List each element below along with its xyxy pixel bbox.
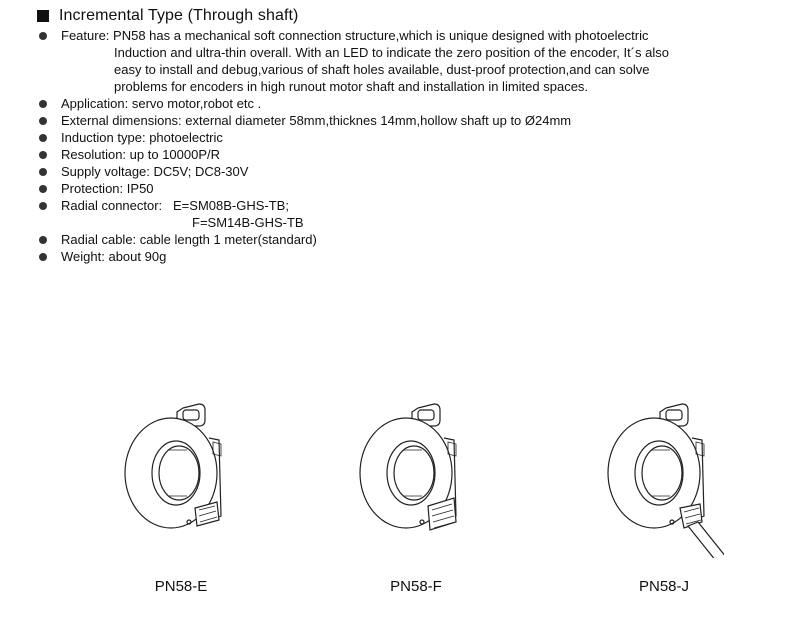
bullet-icon <box>39 100 47 108</box>
spec-list <box>37 27 797 265</box>
spec-dimensions: External dimensions: external diameter 58mm,thicknes 14mm,hollow shaft up to Ø24mm <box>37 112 797 129</box>
spec-weight: Weight: about 90g <box>37 248 797 265</box>
bullet-icon <box>39 202 47 210</box>
bullet-icon <box>39 32 47 40</box>
model-caption-j: PN58-J <box>638 578 690 595</box>
spec-supply-voltage: Supply voltage: DC5V; DC8-30V <box>37 163 797 180</box>
bullet-icon <box>39 168 47 176</box>
section-heading <box>37 6 298 26</box>
heading-square-icon <box>37 10 49 22</box>
bullet-icon <box>39 185 47 193</box>
spec-resolution: Resolution: up to 10000P/R <box>37 146 797 163</box>
spec-induction: Induction type: photoelectric <box>37 129 797 146</box>
model-caption-f: PN58-F <box>390 578 442 595</box>
spec-feature: Feature: PN58 has a mechanical soft connection structure,which is unique designed with photoelectric Induction and ultra-thin overall. With an LED to indicate the zero position of the encoder, It´s also easy to install and debug,various of shaft holes available, dust-proof protection,and can solve problems for encoders in high runout motor shaft and installation in limited spaces. <box>37 27 797 95</box>
spec-radial-cable: Radial cable: cable length 1 meter(standard) <box>37 231 797 248</box>
bullet-icon <box>39 236 47 244</box>
encoder-j-cable-icon <box>604 398 724 558</box>
bullet-icon <box>39 253 47 261</box>
model-caption-e: PN58-E <box>154 578 208 595</box>
encoder-e-icon <box>121 398 241 558</box>
spec-protection: Protection: IP50 <box>37 180 797 197</box>
spec-radial-connector: Radial connector: E=SM08B-GHS-TB; F=SM14B-GHS-TB <box>37 197 797 231</box>
section-title: Incremental Type (Through shaft) <box>59 7 299 24</box>
bullet-icon <box>39 134 47 142</box>
spec-application: Application: servo motor,robot etc . <box>37 95 797 112</box>
encoder-f-icon <box>356 398 476 558</box>
bullet-icon <box>39 117 47 125</box>
bullet-icon <box>39 151 47 159</box>
